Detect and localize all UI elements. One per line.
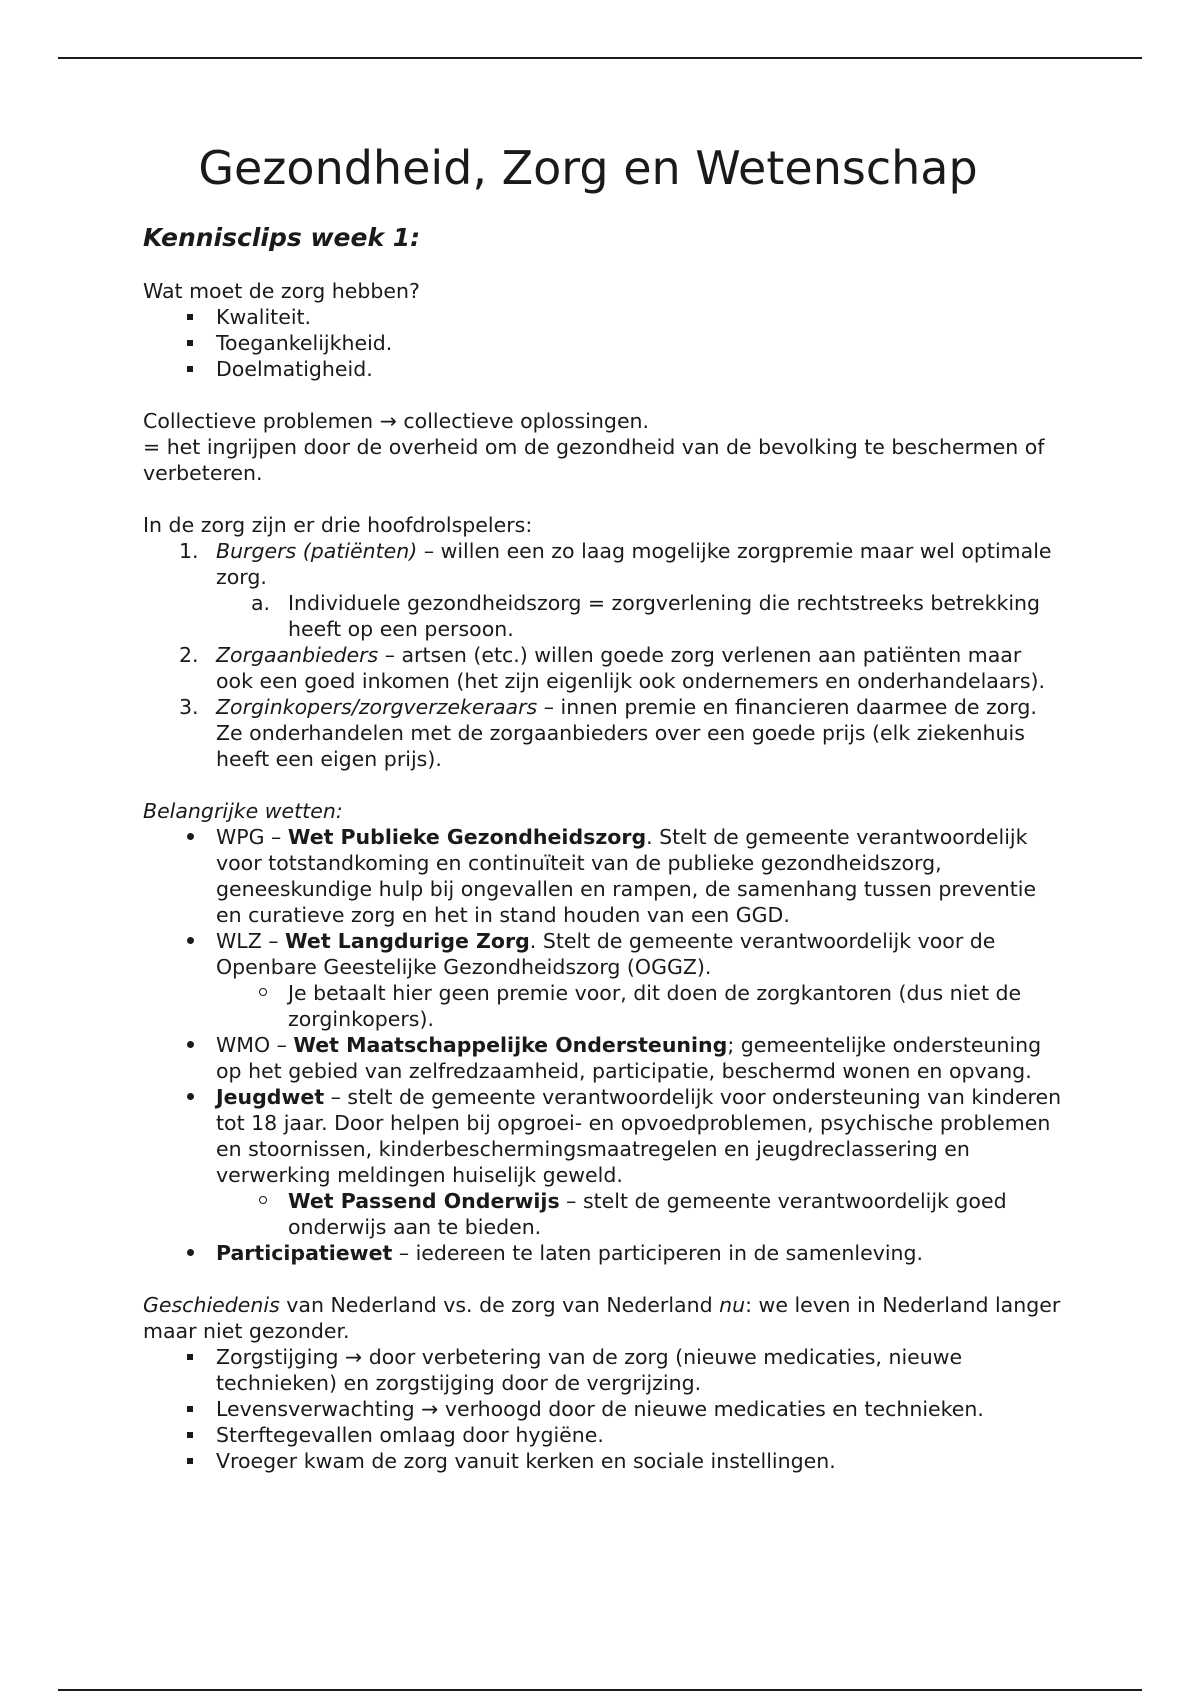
square-bullet-icon <box>187 314 193 320</box>
square-bullet-icon <box>187 1354 193 1360</box>
list-item: 1. Burgers (patiënten) – willen een zo laag mogelijke zorgpremie maar wel optimale zorg. <box>179 539 1052 589</box>
bullet-icon <box>187 1249 194 1256</box>
header-rule <box>58 57 1142 59</box>
list-item: Doelmatigheid. <box>143 356 1063 382</box>
document-page <box>143 138 1063 1474</box>
players-intro: In de zorg zijn er drie hoofdrolspelers: <box>143 513 533 537</box>
list-item: Levensverwachting → verhoogd door de nieuwe medicaties en technieken. <box>143 1396 1063 1422</box>
list-item: WPG – Wet Publieke Gezondheidszorg. Stelt de gemeente verantwoordelijk voor totstandkoming en continuïteit van de publieke gezondheidszorg, geneeskundige hulp bij ongevallen en rampen, de samenhang tussen preventie en curatieve zorg en het in stand houden van een GGD. <box>143 824 1063 928</box>
sub-list-item: Wet Passend Onderwijs – stelt de gemeente verantwoordelijk goed onderwijs aan te bieden. <box>143 1188 1063 1240</box>
square-bullet-icon <box>187 1458 193 1464</box>
square-bullet-icon <box>187 366 193 372</box>
players-list <box>143 538 1063 772</box>
document-title: Gezondheid, Zorg en Wetenschap <box>198 141 978 195</box>
arrow-right-icon: → <box>421 1397 439 1421</box>
list-item: WLZ – Wet Langdurige Zorg. Stelt de gemeente verantwoordelijk voor de Openbare Geestelijke Gezondheidszorg (OGGZ). <box>143 928 1063 980</box>
history-intro: Geschiedenis van Nederland vs. de zorg van Nederland nu: we leven in Nederland langer maar niet gezonder. <box>143 1293 1061 1343</box>
laws-heading: Belangrijke wetten: <box>143 799 343 823</box>
square-bullet-icon <box>187 340 193 346</box>
list-item: WMO – Wet Maatschappelijke Ondersteuning; gemeentelijke ondersteuning op het gebied van zelfredzaamheid, participatie, beschermd wonen en opvang. <box>143 1032 1063 1084</box>
list-item: 3. Zorginkopers/zorgverzekeraars – innen premie en financieren daarmee de zorg. Ze onderhandelen met de zorgaanbieders over een goede prijs (elk ziekenhuis heeft een eigen prijs). <box>179 695 1037 771</box>
list-item: Toegankelijkheid. <box>143 330 1063 356</box>
square-bullet-icon <box>187 1432 193 1438</box>
question-text: Wat moet de zorg hebben? <box>143 279 420 303</box>
bullet-icon <box>187 937 194 944</box>
circle-bullet-icon <box>259 988 267 996</box>
list-item: 2. Zorgaanbieders – artsen (etc.) willen goede zorg verlenen aan patiënten maar ook een goed inkomen (het zijn eigenlijk ook ondernemers en onderhandelaars). <box>179 643 1046 693</box>
list-item: Jeugdwet – stelt de gemeente verantwoordelijk voor ondersteuning van kinderen tot 18 jaar. Door helpen bij opgroei- en opvoedproblemen, psychische problemen en stoornissen, kinderbeschermingsmaatregelen en jeugdreclassering en verwerking meldingen huiselijk geweld. <box>143 1084 1063 1188</box>
definition-line: = het ingrijpen door de overheid om de gezondheid van de bevolking te beschermen of verbeteren. <box>143 435 1045 485</box>
footer-rule <box>58 1689 1142 1691</box>
bullet-icon <box>187 833 194 840</box>
arrow-right-icon: → <box>379 409 397 433</box>
section-heading: Kennisclips week 1: <box>143 223 421 252</box>
sub-list-item: Je betaalt hier geen premie voor, dit doen de zorgkantoren (dus niet de zorginkopers). <box>143 980 1063 1032</box>
history-list <box>143 1344 1063 1474</box>
quality-list <box>143 304 1063 382</box>
list-item: Sterftegevallen omlaag door hygiëne. <box>143 1422 1063 1448</box>
bullet-icon <box>187 1041 194 1048</box>
sub-list-item: a. Individuele gezondheidszorg = zorgverlening die rechtstreeks betrekking heeft op een persoon. <box>251 591 1041 641</box>
list-item: Vroeger kwam de zorg vanuit kerken en sociale instellingen. <box>143 1448 1063 1474</box>
circle-bullet-icon <box>259 1196 267 1204</box>
laws-list <box>143 824 1063 1266</box>
list-item: Participatiewet – iedereen te laten participeren in de samenleving. <box>143 1240 1063 1266</box>
arrow-right-icon: → <box>345 1345 363 1369</box>
list-item: Zorgstijging → door verbetering van de zorg (nieuwe medicaties, nieuwe technieken) en zorgstijging door de vergrijzing. <box>143 1344 1063 1396</box>
square-bullet-icon <box>187 1406 193 1412</box>
collective-problems-line: Collectieve problemen → collectieve oplossingen. <box>143 409 650 433</box>
list-item: Kwaliteit. <box>143 304 1063 330</box>
bullet-icon <box>187 1093 194 1100</box>
